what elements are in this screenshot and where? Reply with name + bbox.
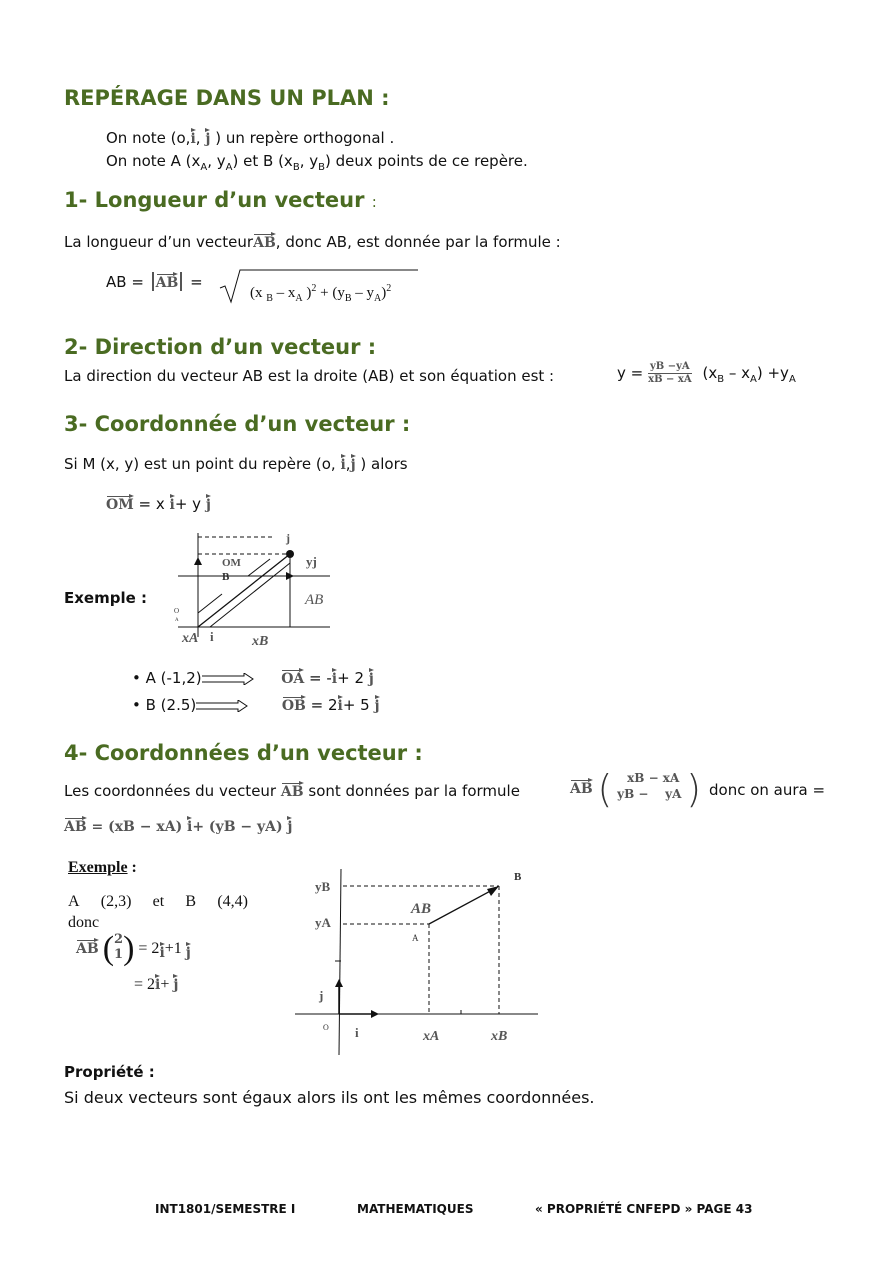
page-title: REPÉRAGE DANS UN PLAN : xyxy=(64,86,390,110)
svg-text:AB: AB xyxy=(411,901,432,917)
length-formula: AB = AB = xyxy=(106,273,203,291)
section-3-heading: 3- Coordonnée d’un vecteur : xyxy=(64,412,411,436)
svg-text:j: j xyxy=(319,988,324,1003)
slope-fraction: $\frac{yB -yA}{xB - xA}$ xyxy=(648,361,692,385)
svg-text:O: O xyxy=(174,607,180,615)
footer-course: INT1801/SEMESTRE I xyxy=(155,1202,296,1216)
section-4-text: Les coordonnées du vecteur AB sont données par la formule xyxy=(64,782,520,800)
svg-text:B: B xyxy=(222,571,230,583)
section-2-heading: 2- Direction d’un vecteur : xyxy=(64,335,377,359)
svg-text:i: i xyxy=(210,629,214,644)
vector-i: i xyxy=(190,128,195,146)
radicand: (x $_B - x_A$ )$^2 + (y_B - y_A)^2$ xyxy=(250,283,392,304)
coordinates-formula: AB = (xB − xA) i+ (yB − yA) j xyxy=(64,816,292,835)
property-text: Si deux vecteurs sont égaux alors ils ont les mêmes coordonnées. xyxy=(64,1088,595,1107)
svg-text:i: i xyxy=(355,1025,359,1040)
svg-text:yA: yA xyxy=(315,915,331,930)
footer-subject: MATHEMATIQUES xyxy=(357,1202,474,1216)
vector-ab: AB xyxy=(253,232,276,250)
list-item: • A (-1,2) OA = -i+ 2 j xyxy=(132,669,374,687)
coordinates-diagram xyxy=(293,865,543,1057)
intro-line-1: On note (o,i, j ) un repère orthogonal . xyxy=(106,129,395,147)
om-formula: OM = x i+ y j xyxy=(106,495,211,513)
intro-line-2: On note A ($x_A$, $y_A$) et B ($x_B$, $y_B$) deux points de ce repère. xyxy=(106,152,528,173)
example-bullets xyxy=(132,668,380,722)
svg-text:xB: xB xyxy=(491,1029,508,1044)
svg-text:xB: xB xyxy=(252,634,269,649)
section-3-text: Si M (x, y) est un point du repère (o, i,j ) alors xyxy=(64,455,408,473)
example-label-1: Exemple : xyxy=(64,589,147,607)
svg-text:xA: xA xyxy=(182,631,199,646)
coordinate-matrix: AB ( xB − xA yB − yA ) xyxy=(570,767,702,811)
example-donc: donc xyxy=(68,914,100,931)
vector-j: j xyxy=(205,128,210,146)
example-vector-result: AB ( 2 1 ) = 2i+1 j xyxy=(76,930,191,967)
property-heading: Propriété : xyxy=(64,1063,155,1081)
svg-text:O: O xyxy=(323,1023,329,1032)
implies-arrow-icon xyxy=(196,700,248,712)
decomposition-diagram xyxy=(168,527,338,653)
section-4-heading: 4- Coordonnées d’un vecteur : xyxy=(64,741,423,765)
svg-text:j: j xyxy=(286,531,290,545)
svg-text:yB: yB xyxy=(315,879,331,894)
direction-equation: y = $\frac{yB -yA}{xB - xA}$ $(x_B - x_A) +y_A$ xyxy=(617,361,796,385)
implies-arrow-icon xyxy=(202,673,254,685)
list-item: • B (2.5) OB = 2i+ 5 j xyxy=(132,696,380,714)
svg-text:OM: OM xyxy=(222,557,241,569)
svg-text:A: A xyxy=(412,933,419,943)
example-vector-simplified: = 2i+ j xyxy=(134,976,179,993)
footer-page: « PROPRIÉTÉ CNFEPD » PAGE 43 xyxy=(535,1202,753,1216)
svg-text:A: A xyxy=(175,618,179,623)
section-2-text: La direction du vecteur AB est la droite (AB) et son équation est : xyxy=(64,367,555,385)
svg-text:xA: xA xyxy=(423,1029,440,1044)
section-4-text-c: donc on aura = xyxy=(709,781,826,799)
svg-text:yj: yj xyxy=(306,554,317,569)
svg-text:B: B xyxy=(514,871,522,883)
example-points-line: A (2,3) et B (4,4) xyxy=(68,893,248,910)
norm-bars: AB xyxy=(152,272,183,291)
section-1-text: La longueur d’un vecteurAB, donc AB, est donnée par la formule : xyxy=(64,233,561,251)
example-label-2: Exemple : xyxy=(68,859,137,876)
svg-text:AB: AB xyxy=(305,592,324,608)
section-1-heading: 1- Longueur d’un vecteur : xyxy=(64,188,377,212)
